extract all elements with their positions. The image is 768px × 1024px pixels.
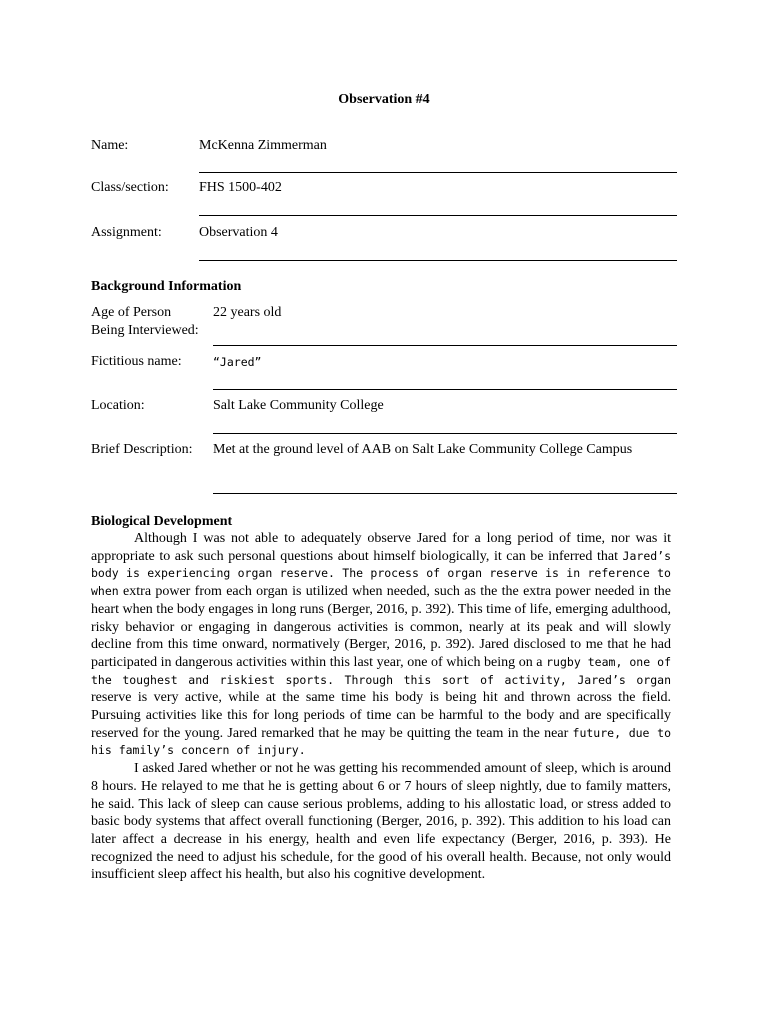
class-section-value: FHS 1500-402 bbox=[199, 180, 282, 195]
name-value: McKenna Zimmerman bbox=[199, 138, 327, 153]
brief-description-value: Met at the ground level of AAB on Salt Lake Community College Campus bbox=[213, 442, 633, 457]
age-underline bbox=[213, 345, 677, 346]
paragraph-1-mono-3: future, due to his family’s concern of injury. bbox=[91, 725, 671, 758]
fictitious-name-value: “Jared” bbox=[213, 355, 262, 369]
paragraph-1-mono-2: rugby team, one of the toughest and riskiest sports. Through this sort of activity, Jared’s organ bbox=[91, 654, 672, 687]
assignment-value: Observation 4 bbox=[199, 225, 278, 240]
location-label: Location: bbox=[91, 398, 145, 413]
biological-body bbox=[91, 530, 671, 884]
fictitious-name-underline bbox=[213, 389, 677, 390]
age-label-line2: Being Interviewed: bbox=[91, 323, 199, 338]
fictitious-name-label: Fictitious name: bbox=[91, 354, 182, 369]
assignment-label: Assignment: bbox=[91, 225, 162, 240]
paragraph-1 bbox=[91, 530, 671, 760]
class-section-underline bbox=[199, 215, 677, 216]
name-label: Name: bbox=[91, 138, 129, 153]
paragraph-1-part-a: Although I was not able to adequately observe Jared for a long period of time, nor was it appropriate to ask such personal questions about himself biologically, it can be inferred that bbox=[91, 531, 671, 564]
paragraph-2: I asked Jared whether or not he was getting his recommended amount of sleep, which is around 8 hours. He relayed to me that he is getting about 6 or 7 hours of sleep nightly, due to family matters, he said. This lack of sleep can cause serious problems, adding to his allostatic load, or stress added to basic body systems that affect overall functioning (Berger, 2016, p. 392). This addition to his load can later affect a decrease in his energy, health and even life expectancy (Berger, 2016, p. 393). He recognized the need to adjust his schedule, for the good of his overall health. Because, not only would insufficient sleep affect his health, but also his cognitive development. bbox=[91, 761, 671, 883]
age-label-line1: Age of Person bbox=[91, 305, 172, 320]
age-value: 22 years old bbox=[213, 305, 282, 320]
background-heading: Background Information bbox=[91, 279, 242, 294]
location-value: Salt Lake Community College bbox=[213, 398, 384, 413]
brief-description-underline bbox=[213, 493, 677, 494]
biological-heading: Biological Development bbox=[91, 514, 233, 529]
paragraph-1-mono-1: Jared’s body is experiencing organ reserve. The process of organ reserve is in reference to when bbox=[91, 548, 672, 599]
class-section-label: Class/section: bbox=[91, 180, 169, 195]
paragraph-1-part-b: extra power from each organ is utilized when needed, such as the the extra power needed in the heart when the body engages in long runs (Berger, 2016, p. 392). This time of life, emerging adulthood, risky behavior or engaging in dangerous activities is common, nearly at its peak and will slowly decline from this time onward, normatively (Berger, 2016, p. 392). Jared disclosed to me that he had participated in dangerous activities within this last year, one of which being on a bbox=[91, 584, 672, 670]
assignment-underline bbox=[199, 260, 677, 261]
page-title: Observation #4 bbox=[338, 92, 430, 107]
brief-description-label: Brief Description: bbox=[91, 442, 193, 457]
location-underline bbox=[213, 433, 677, 434]
name-underline bbox=[199, 172, 677, 173]
paragraph-1-part-c: reserve is very active, while at the same time his body is being hit and thrown across the field. Pursuing activities like this for long periods of time can be harmful to the body and are specifically reserved for the young. Jared remarked that he may be quitting the team in the near bbox=[91, 690, 671, 741]
